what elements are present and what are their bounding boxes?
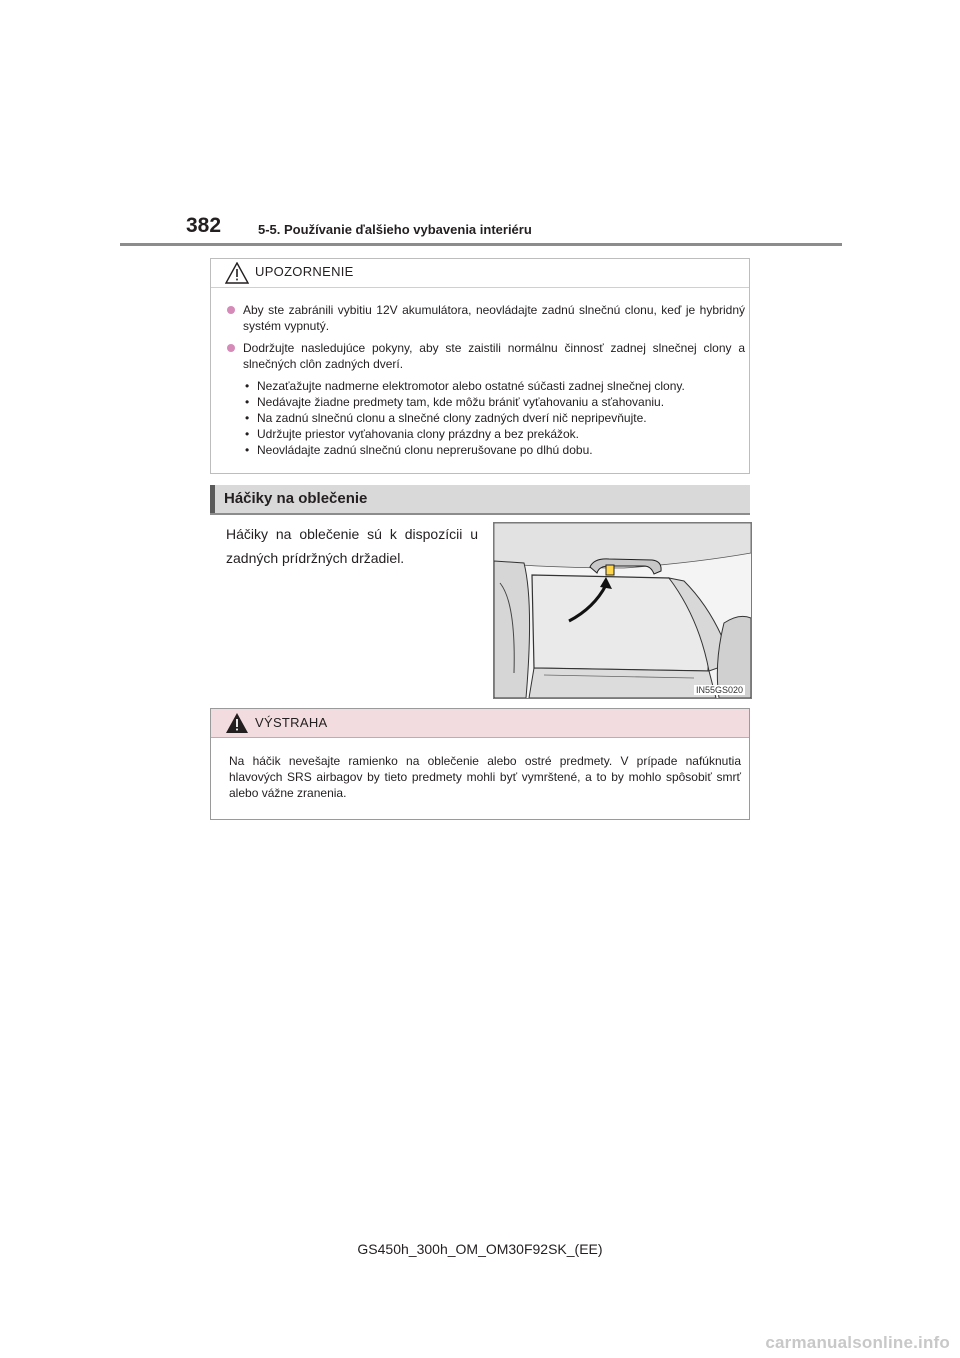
caution-bullet-text: Aby ste zabránili vybitiu 12V akumulátora, neovládajte zadnú slnečnú clonu, keď je hybridný systém vypnutý. bbox=[243, 303, 745, 333]
warning-box bbox=[210, 708, 750, 820]
car-interior-drawing bbox=[494, 523, 751, 698]
warning-header bbox=[211, 709, 749, 738]
caution-sub-item: • Na zadnú slnečnú clonu a slnečné clony zadných dverí nič nepripevňujte. bbox=[243, 410, 743, 426]
warning-title: VÝSTRAHA bbox=[255, 715, 328, 730]
caution-box bbox=[210, 258, 750, 474]
page-number: 382 bbox=[186, 214, 222, 237]
caution-sub-list bbox=[243, 378, 743, 458]
bullet-dot-icon bbox=[227, 306, 235, 314]
section-title: 5-5. Používanie ďalšieho vybavenia interiéru bbox=[258, 222, 532, 237]
caution-triangle-icon bbox=[225, 262, 249, 284]
footer-document-code: GS450h_300h_OM_OM30F92SK_(EE) bbox=[357, 1241, 603, 1257]
caution-sub-item: • Neovládajte zadnú slnečnú clonu neprerušovane po dlhú dobu. bbox=[243, 442, 743, 458]
caution-bullet bbox=[227, 340, 745, 372]
section-heading-text: Háčiky na oblečenie bbox=[224, 490, 368, 507]
coat-hook-illustration bbox=[493, 522, 752, 699]
section-heading-bar bbox=[210, 485, 215, 513]
caution-sub-item: • Nedávajte žiadne predmety tam, kde môžu brániť vyťahovaniu a sťahovaniu. bbox=[243, 394, 743, 410]
body-paragraph: Háčiky na oblečenie sú k dispozícii u zadných prídržných držadiel. bbox=[226, 526, 478, 566]
illustration-code: IN55GS020 bbox=[695, 685, 743, 695]
caution-bullet-text: Dodržujte nasledujúce pokyny, aby ste zaistili normálnu činnosť zadnej slnečnej clony a slnečných clôn zadných dverí. bbox=[243, 341, 745, 371]
caution-sub-item: • Udržujte priestor vyťahovania clony prázdny a bez prekážok. bbox=[243, 426, 743, 442]
warning-triangle-icon bbox=[225, 712, 249, 734]
bullet-dot-icon bbox=[227, 344, 235, 352]
caution-header bbox=[211, 259, 749, 288]
caution-sub-item: • Nezaťažujte nadmerne elektromotor alebo ostatné súčasti zadnej slnečnej clony. bbox=[243, 378, 743, 394]
watermark: carmanualsonline.info bbox=[765, 1333, 950, 1352]
header-divider bbox=[120, 243, 842, 246]
caution-bullet bbox=[227, 302, 745, 334]
warning-text: Na háčik nevešajte ramienko na oblečenie alebo ostré predmety. V prípade nafúknutia hlavových SRS airbagov by tieto predmety mohli byť vymrštené, a to by mohlo spôsobiť smrť alebo vážne zranenia. bbox=[229, 754, 741, 800]
section-heading bbox=[210, 485, 750, 515]
caution-title: UPOZORNENIE bbox=[255, 264, 354, 279]
